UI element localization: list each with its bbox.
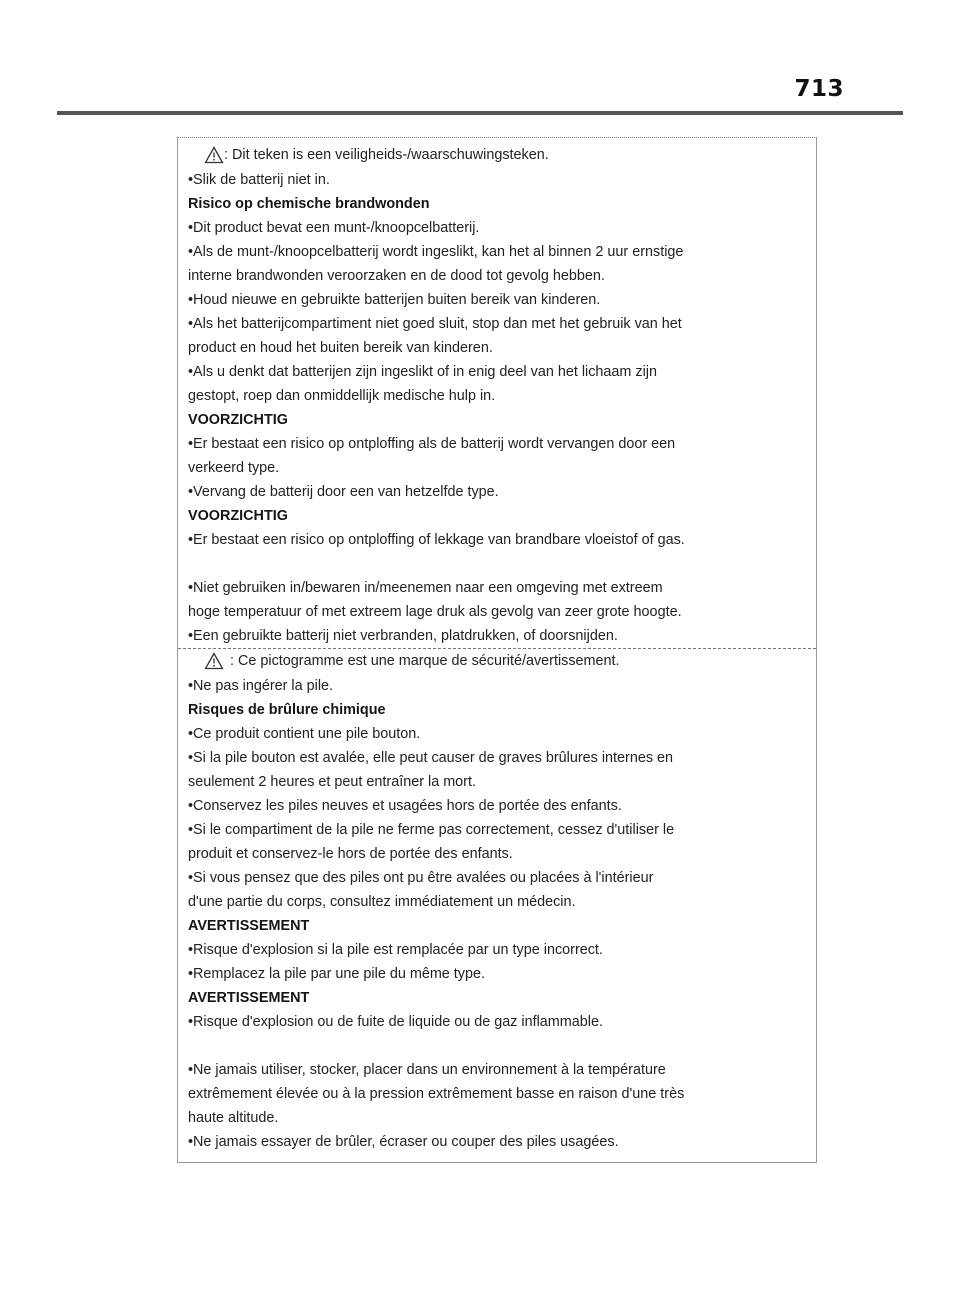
dutch-intro: : Dit teken is een veiligheids-/waarschuwingsteken. <box>224 147 549 163</box>
text-line: •Vervang de batterij door een van hetzelfde type. <box>188 484 499 500</box>
section-divider <box>178 648 816 649</box>
text-line: •Houd nieuwe en gebruikte batterijen buiten bereik van kinderen. <box>188 292 601 308</box>
text-line: •Si la pile bouton est avalée, elle peut causer de graves brûlures internes en <box>188 750 674 766</box>
text-line: •Si le compartiment de la pile ne ferme pas correctement, cessez d'utiliser le <box>188 822 675 838</box>
text-line: •Ne jamais essayer de brûler, écraser ou couper des piles usagées. <box>188 1134 619 1150</box>
page-number: 713 <box>794 76 844 102</box>
text-line: extrêmement élevée ou à la pression extrêmement basse en raison d'une très <box>188 1086 685 1102</box>
text-line: •Slik de batterij niet in. <box>188 172 330 188</box>
caution-heading: VOORZICHTIG <box>188 508 288 524</box>
section-heading: Risques de brûlure chimique <box>188 702 386 718</box>
text-line: haute altitude. <box>188 1110 279 1126</box>
text-line: verkeerd type. <box>188 460 280 476</box>
section-heading: Risico op chemische brandwonden <box>188 196 430 212</box>
text-line: •Er bestaat een risico op ontploffing of lekkage van brandbare vloeistof of gas. <box>188 532 685 548</box>
text-line: •Risque d'explosion si la pile est remplacée par un type incorrect. <box>188 942 603 958</box>
text-line: •Ce produit contient une pile bouton. <box>188 726 421 742</box>
warning-heading: AVERTISSEMENT <box>188 990 310 1006</box>
french-intro: : Ce pictogramme est une marque de sécurité/avertissement. <box>230 653 620 669</box>
text-line: produit et conservez-le hors de portée des enfants. <box>188 846 513 862</box>
warning-triangle-icon <box>204 146 224 164</box>
warning-box <box>177 137 817 1163</box>
warning-heading: AVERTISSEMENT <box>188 918 310 934</box>
text-line: hoge temperatuur of met extreem lage druk als gevolg van zeer grote hoogte. <box>188 604 682 620</box>
text-line: •Si vous pensez que des piles ont pu être avalées ou placées à l'intérieur <box>188 870 654 886</box>
caution-heading: VOORZICHTIG <box>188 412 288 428</box>
text-line: •Ne pas ingérer la pile. <box>188 678 334 694</box>
text-line: •Conservez les piles neuves et usagées hors de portée des enfants. <box>188 798 622 814</box>
text-line: •Risque d'explosion ou de fuite de liquide ou de gaz inflammable. <box>188 1014 603 1030</box>
text-line: •Als de munt-/knoopcelbatterij wordt ingeslikt, kan het al binnen 2 uur ernstige <box>188 244 684 260</box>
text-line: •Als u denkt dat batterijen zijn ingeslikt of in enig deel van het lichaam zijn <box>188 364 658 380</box>
header-rule <box>57 111 903 115</box>
text-line: •Dit product bevat een munt-/knoopcelbatterij. <box>188 220 480 236</box>
warning-triangle-icon <box>204 652 224 670</box>
text-line: •Remplacez la pile par une pile du même type. <box>188 966 486 982</box>
text-line: •Ne jamais utiliser, stocker, placer dans un environnement à la température <box>188 1062 666 1078</box>
text-line: d'une partie du corps, consultez immédiatement un médecin. <box>188 894 576 910</box>
text-line: gestopt, roep dan onmiddellijk medische hulp in. <box>188 388 496 404</box>
text-line: •Een gebruikte batterij niet verbranden, platdrukken, of doorsnijden. <box>188 628 618 644</box>
text-line: interne brandwonden veroorzaken en de dood tot gevolg hebben. <box>188 268 605 284</box>
text-line: •Als het batterijcompartiment niet goed sluit, stop dan met het gebruik van het <box>188 316 682 332</box>
text-line: •Er bestaat een risico op ontploffing als de batterij wordt vervangen door een <box>188 436 676 452</box>
text-line: product en houd het buiten bereik van kinderen. <box>188 340 493 356</box>
text-line: •Niet gebruiken in/bewaren in/meenemen naar een omgeving met extreem <box>188 580 663 596</box>
text-line: seulement 2 heures et peut entraîner la mort. <box>188 774 476 790</box>
